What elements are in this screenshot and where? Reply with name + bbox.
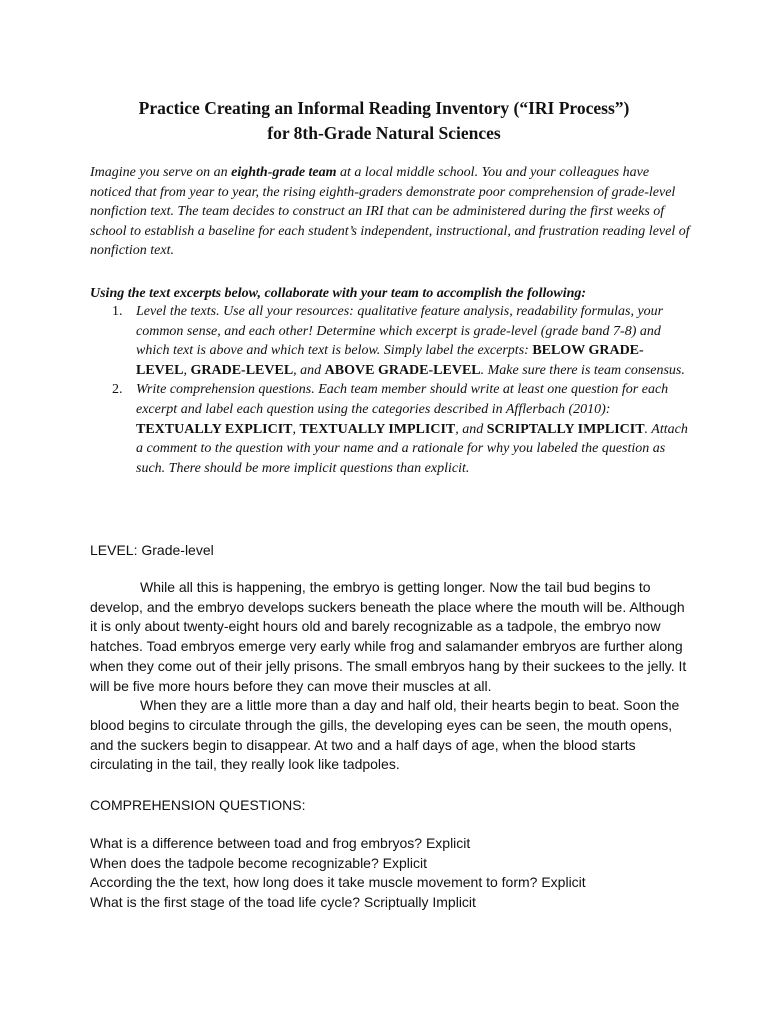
passage-excerpt xyxy=(90,578,690,775)
question-item: What is a difference between toad and frog embryos? Explicit xyxy=(90,835,471,851)
category-textually-implicit: TEXTUALLY IMPLICIT xyxy=(299,421,456,437)
instruction-number: 1. xyxy=(112,304,123,319)
title-line-2: for 8th-Grade Natural Sciences xyxy=(267,123,501,143)
level-label: LEVEL: Grade-level xyxy=(90,542,214,558)
instructions-list xyxy=(90,302,690,478)
intro-text-end: at a local middle school. You and your colleagues have noticed that from year to year, the rising eighth-graders demonstrate poor comprehension of grade-level nonfiction text. The team decides to construct an IRI that can be administered during the first weeks of school to establish a baseline for each student’s independent, instructional, and frustration reading level of nonfiction text. xyxy=(90,165,690,259)
title-line-1: Practice Creating an Informal Reading Inventory (“IRI Process”) xyxy=(138,98,630,118)
question-item: When does the tadpole become recognizable? Explicit xyxy=(90,854,427,871)
instruction-text-end: . Attach a comment to the question with your name and a rationale for why you labeled the question as such. There should be more implicit questions than explicit. xyxy=(136,421,688,476)
level-label-above: ABOVE GRADE-LEVEL xyxy=(324,362,481,378)
separator: , xyxy=(183,362,191,378)
instruction-item-2 xyxy=(90,380,690,478)
category-scriptally-implicit: SCRIPTALLY IMPLICIT xyxy=(486,421,645,437)
instruction-item-1 xyxy=(90,302,690,380)
category-textually-explicit: TEXTUALLY EXPLICIT xyxy=(136,421,293,437)
document-title xyxy=(0,96,768,146)
instructions-heading: Using the text excerpts below, collaborate with your team to accomplish the following: xyxy=(90,286,587,301)
intro-text-start: Imagine you serve on an xyxy=(90,165,232,180)
question-item: According the the text, how long does it take muscle movement to form? Explicit xyxy=(90,874,586,891)
comprehension-questions-heading: COMPREHENSION QUESTIONS: xyxy=(90,797,306,813)
level-label-grade: GRADE-LEVEL xyxy=(190,362,294,378)
questions-list xyxy=(90,834,690,913)
intro-paragraph xyxy=(90,163,690,261)
instruction-text-end: . Make sure there is team consensus. xyxy=(480,362,685,378)
separator: , and xyxy=(455,421,487,437)
passage-paragraph: While all this is happening, the embryo is getting longer. Now the tail bud begins to develop, and the embryo develops suckers beneath the place where the mouth will be. Although it is only about twenty-eight hours old and barely recognizable as a tadpole, the embryo now hatches. Toad embryos emerge very early while frog and salamander embryos are further along when they come out of their jelly prisons. The small embryos hang by their suckees to the jelly. It will be five more hours before they can move their muscles at all. xyxy=(90,579,687,694)
level-label-below: BELOW GRADE-LEVEL xyxy=(136,343,644,378)
instruction-text: Level the texts. Use all your resources: qualitative feature analysis, readability formulas, your common sense, and each other! Determine which excerpt is grade-level (grade band 7-8) and which text is above and which text is below. Simply label the excerpts: xyxy=(136,304,664,359)
separator: , and xyxy=(293,362,325,378)
intro-bold-phrase: eighth-grade team xyxy=(231,165,337,180)
instruction-number: 2. xyxy=(112,382,123,398)
instruction-text: Write comprehension questions. Each team member should write at least one question for each excerpt and label each question using the categories described in Afflerbach (2010): xyxy=(136,382,669,417)
separator: , xyxy=(292,421,300,437)
question-item: What is the first stage of the toad life cycle? Scriptually Implicit xyxy=(90,894,476,911)
passage-paragraph: When they are a little more than a day and half old, their hearts begin to beat. Soon the blood begins to circulate through the gills, the developing eyes can be seen, the mouth opens, and the suckers begin to disappear. At two and a half days of age, when the blood starts circulating in the tail, they really look like tadpoles. xyxy=(90,697,680,773)
